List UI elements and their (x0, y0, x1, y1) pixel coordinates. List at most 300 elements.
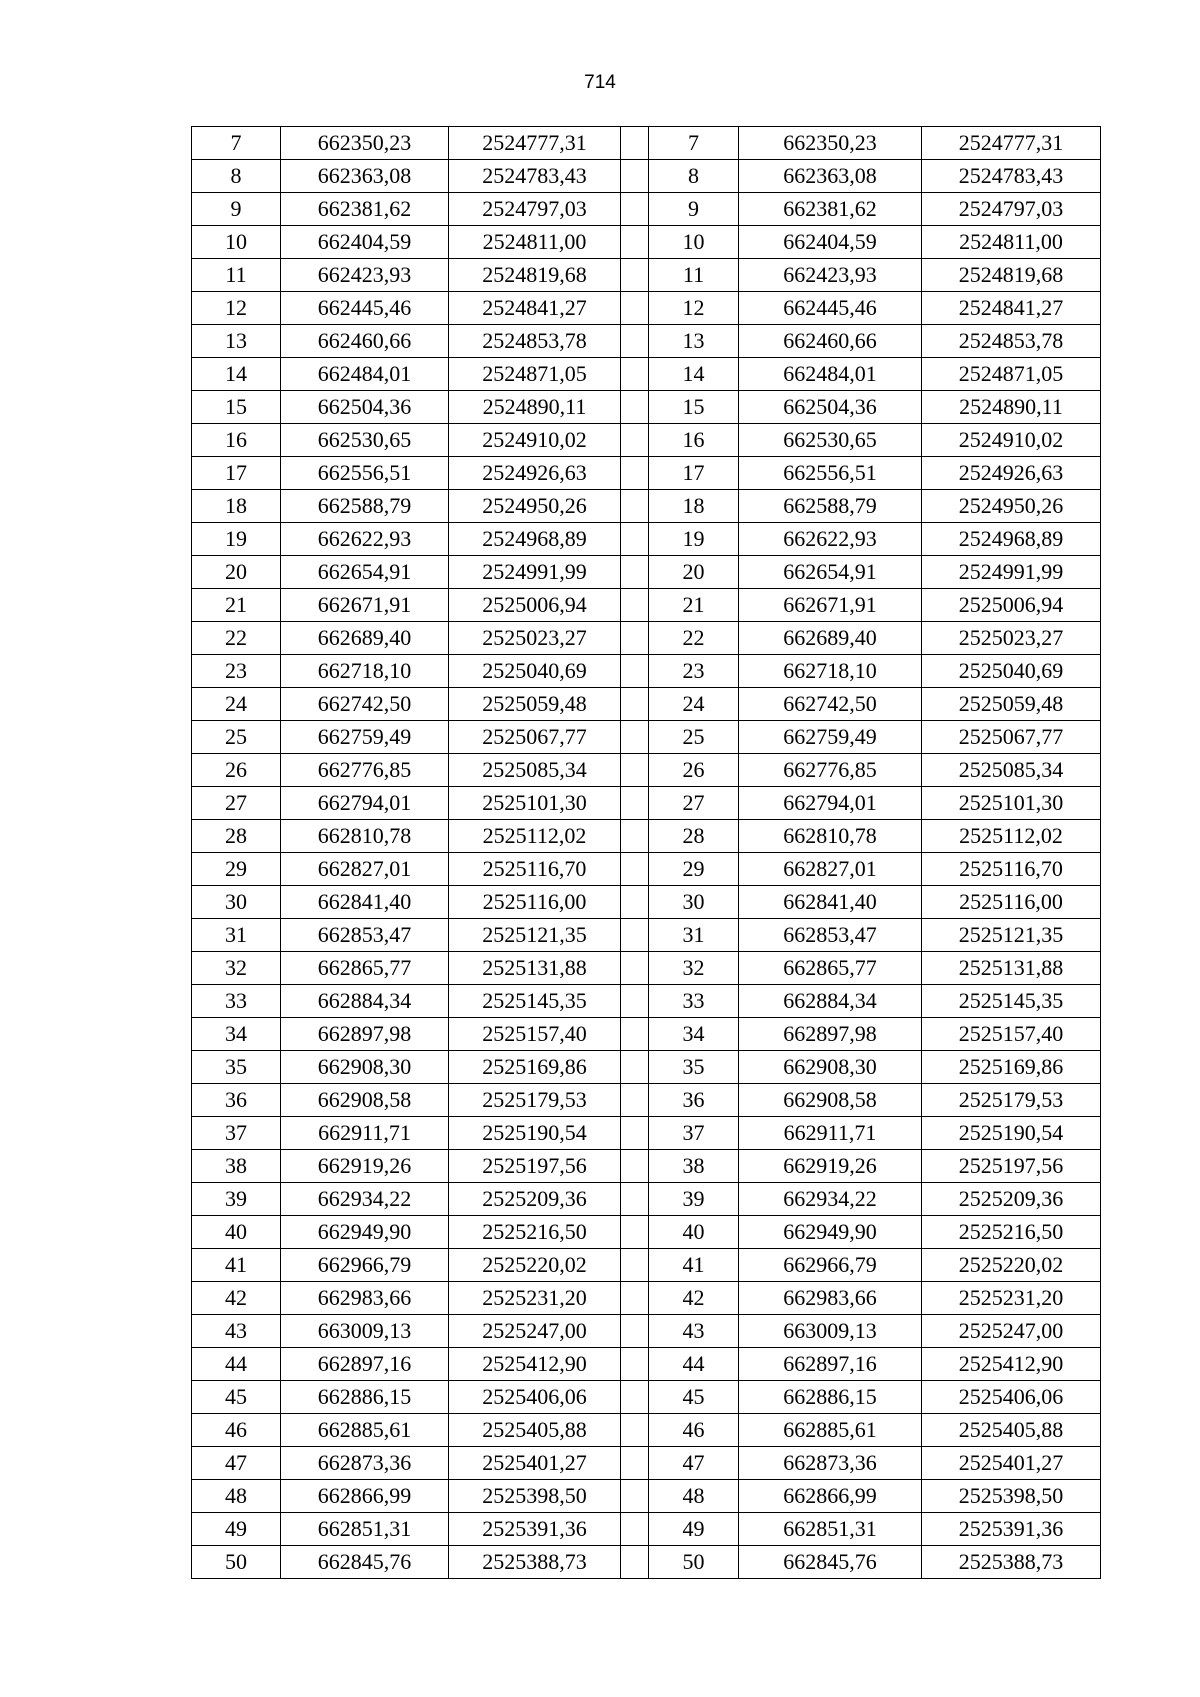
separator-cell (621, 127, 649, 160)
table-row (192, 1018, 1101, 1051)
point-number-cell: 15 (192, 391, 281, 424)
point-number-cell-2: 48 (649, 1480, 739, 1513)
table-row (192, 1150, 1101, 1183)
y-coordinate-cell: 2525398,50 (449, 1480, 621, 1513)
x-coordinate-cell-2: 662350,23 (739, 127, 922, 160)
table-row (192, 325, 1101, 358)
y-coordinate-cell-2: 2525220,02 (922, 1249, 1101, 1282)
y-coordinate-cell: 2525067,77 (449, 721, 621, 754)
point-number-cell-2: 41 (649, 1249, 739, 1282)
table-row (192, 1117, 1101, 1150)
y-coordinate-cell-2: 2525157,40 (922, 1018, 1101, 1051)
table-row (192, 1084, 1101, 1117)
y-coordinate-cell-2: 2525406,06 (922, 1381, 1101, 1414)
x-coordinate-cell: 662886,15 (281, 1381, 449, 1414)
point-number-cell: 48 (192, 1480, 281, 1513)
y-coordinate-cell-2: 2525121,35 (922, 919, 1101, 952)
table-row (192, 754, 1101, 787)
y-coordinate-cell-2: 2525398,50 (922, 1480, 1101, 1513)
y-coordinate-cell-2: 2524797,03 (922, 193, 1101, 226)
table-row (192, 919, 1101, 952)
point-number-cell-2: 13 (649, 325, 739, 358)
table-row (192, 457, 1101, 490)
point-number-cell: 34 (192, 1018, 281, 1051)
point-number-cell-2: 36 (649, 1084, 739, 1117)
table-row (192, 1051, 1101, 1084)
separator-cell (621, 1051, 649, 1084)
point-number-cell: 35 (192, 1051, 281, 1084)
x-coordinate-cell-2: 662949,90 (739, 1216, 922, 1249)
separator-cell (621, 1315, 649, 1348)
x-coordinate-cell-2: 662404,59 (739, 226, 922, 259)
x-coordinate-cell: 662484,01 (281, 358, 449, 391)
point-number-cell: 30 (192, 886, 281, 919)
separator-cell (621, 787, 649, 820)
x-coordinate-cell: 662884,34 (281, 985, 449, 1018)
x-coordinate-cell-2: 662966,79 (739, 1249, 922, 1282)
point-number-cell-2: 9 (649, 193, 739, 226)
point-number-cell: 19 (192, 523, 281, 556)
y-coordinate-cell: 2525169,86 (449, 1051, 621, 1084)
separator-cell (621, 457, 649, 490)
x-coordinate-cell: 662908,58 (281, 1084, 449, 1117)
table-row (192, 1216, 1101, 1249)
x-coordinate-cell-2: 662827,01 (739, 853, 922, 886)
separator-cell (621, 1117, 649, 1150)
y-coordinate-cell-2: 2525116,70 (922, 853, 1101, 886)
point-number-cell-2: 22 (649, 622, 739, 655)
point-number-cell: 14 (192, 358, 281, 391)
x-coordinate-cell-2: 662742,50 (739, 688, 922, 721)
x-coordinate-cell: 662530,65 (281, 424, 449, 457)
separator-cell (621, 490, 649, 523)
separator-cell (621, 1216, 649, 1249)
x-coordinate-cell: 662404,59 (281, 226, 449, 259)
x-coordinate-cell: 662671,91 (281, 589, 449, 622)
separator-cell (621, 1018, 649, 1051)
point-number-cell-2: 7 (649, 127, 739, 160)
point-number-cell: 43 (192, 1315, 281, 1348)
point-number-cell: 50 (192, 1546, 281, 1579)
y-coordinate-cell-2: 2525101,30 (922, 787, 1101, 820)
table-row (192, 424, 1101, 457)
y-coordinate-cell-2: 2524819,68 (922, 259, 1101, 292)
x-coordinate-cell-2: 662851,31 (739, 1513, 922, 1546)
y-coordinate-cell: 2524890,11 (449, 391, 621, 424)
point-number-cell: 24 (192, 688, 281, 721)
point-number-cell: 45 (192, 1381, 281, 1414)
x-coordinate-cell: 662504,36 (281, 391, 449, 424)
x-coordinate-cell-2: 662504,36 (739, 391, 922, 424)
x-coordinate-cell-2: 662445,46 (739, 292, 922, 325)
y-coordinate-cell: 2525391,36 (449, 1513, 621, 1546)
separator-cell (621, 1447, 649, 1480)
y-coordinate-cell: 2525401,27 (449, 1447, 621, 1480)
y-coordinate-cell: 2524819,68 (449, 259, 621, 292)
separator-cell (621, 589, 649, 622)
point-number-cell-2: 40 (649, 1216, 739, 1249)
x-coordinate-cell: 662966,79 (281, 1249, 449, 1282)
point-number-cell-2: 30 (649, 886, 739, 919)
y-coordinate-cell-2: 2524926,63 (922, 457, 1101, 490)
y-coordinate-cell-2: 2524853,78 (922, 325, 1101, 358)
x-coordinate-cell: 662885,61 (281, 1414, 449, 1447)
x-coordinate-cell: 662445,46 (281, 292, 449, 325)
point-number-cell: 20 (192, 556, 281, 589)
x-coordinate-cell-2: 662588,79 (739, 490, 922, 523)
x-coordinate-cell: 662827,01 (281, 853, 449, 886)
table-row (192, 1249, 1101, 1282)
point-number-cell: 32 (192, 952, 281, 985)
separator-cell (621, 1348, 649, 1381)
point-number-cell-2: 29 (649, 853, 739, 886)
table-row (192, 1546, 1101, 1579)
coordinates-table-body (192, 127, 1101, 1579)
x-coordinate-cell-2: 662886,15 (739, 1381, 922, 1414)
table-row (192, 1414, 1101, 1447)
y-coordinate-cell: 2525247,00 (449, 1315, 621, 1348)
x-coordinate-cell-2: 662885,61 (739, 1414, 922, 1447)
y-coordinate-cell-2: 2525116,00 (922, 886, 1101, 919)
point-number-cell: 42 (192, 1282, 281, 1315)
x-coordinate-cell-2: 662671,91 (739, 589, 922, 622)
point-number-cell-2: 44 (649, 1348, 739, 1381)
point-number-cell-2: 17 (649, 457, 739, 490)
x-coordinate-cell-2: 662934,22 (739, 1183, 922, 1216)
y-coordinate-cell: 2524841,27 (449, 292, 621, 325)
y-coordinate-cell: 2525179,53 (449, 1084, 621, 1117)
separator-cell (621, 259, 649, 292)
point-number-cell: 21 (192, 589, 281, 622)
point-number-cell-2: 15 (649, 391, 739, 424)
point-number-cell-2: 21 (649, 589, 739, 622)
point-number-cell-2: 19 (649, 523, 739, 556)
x-coordinate-cell-2: 662897,16 (739, 1348, 922, 1381)
separator-cell (621, 325, 649, 358)
table-row (192, 1381, 1101, 1414)
separator-cell (621, 226, 649, 259)
point-number-cell-2: 39 (649, 1183, 739, 1216)
x-coordinate-cell-2: 662845,76 (739, 1546, 922, 1579)
x-coordinate-cell-2: 662865,77 (739, 952, 922, 985)
y-coordinate-cell: 2525231,20 (449, 1282, 621, 1315)
x-coordinate-cell-2: 662622,93 (739, 523, 922, 556)
x-coordinate-cell-2: 662873,36 (739, 1447, 922, 1480)
y-coordinate-cell-2: 2525169,86 (922, 1051, 1101, 1084)
y-coordinate-cell-2: 2524991,99 (922, 556, 1101, 589)
y-coordinate-cell: 2525101,30 (449, 787, 621, 820)
point-number-cell-2: 31 (649, 919, 739, 952)
point-number-cell: 44 (192, 1348, 281, 1381)
x-coordinate-cell: 662718,10 (281, 655, 449, 688)
x-coordinate-cell-2: 662983,66 (739, 1282, 922, 1315)
point-number-cell-2: 37 (649, 1117, 739, 1150)
y-coordinate-cell: 2525131,88 (449, 952, 621, 985)
y-coordinate-cell: 2524910,02 (449, 424, 621, 457)
x-coordinate-cell-2: 662919,26 (739, 1150, 922, 1183)
table-row (192, 1348, 1101, 1381)
x-coordinate-cell: 662794,01 (281, 787, 449, 820)
y-coordinate-cell-2: 2524890,11 (922, 391, 1101, 424)
y-coordinate-cell-2: 2525405,88 (922, 1414, 1101, 1447)
x-coordinate-cell: 662865,77 (281, 952, 449, 985)
point-number-cell-2: 47 (649, 1447, 739, 1480)
separator-cell (621, 1183, 649, 1216)
table-row (192, 1183, 1101, 1216)
x-coordinate-cell: 662873,36 (281, 1447, 449, 1480)
point-number-cell-2: 32 (649, 952, 739, 985)
separator-cell (621, 1249, 649, 1282)
x-coordinate-cell: 662363,08 (281, 160, 449, 193)
point-number-cell: 26 (192, 754, 281, 787)
x-coordinate-cell: 662759,49 (281, 721, 449, 754)
y-coordinate-cell: 2525116,70 (449, 853, 621, 886)
x-coordinate-cell-2: 662897,98 (739, 1018, 922, 1051)
point-number-cell-2: 25 (649, 721, 739, 754)
page-number: 714 (584, 72, 616, 93)
x-coordinate-cell: 662588,79 (281, 490, 449, 523)
point-number-cell: 25 (192, 721, 281, 754)
x-coordinate-cell: 662841,40 (281, 886, 449, 919)
x-coordinate-cell-2: 662654,91 (739, 556, 922, 589)
table-row (192, 1480, 1101, 1513)
x-coordinate-cell: 662851,31 (281, 1513, 449, 1546)
separator-cell (621, 886, 649, 919)
point-number-cell-2: 28 (649, 820, 739, 853)
x-coordinate-cell-2: 662689,40 (739, 622, 922, 655)
point-number-cell: 38 (192, 1150, 281, 1183)
point-number-cell: 33 (192, 985, 281, 1018)
y-coordinate-cell-2: 2524950,26 (922, 490, 1101, 523)
x-coordinate-cell-2: 662866,99 (739, 1480, 922, 1513)
y-coordinate-cell-2: 2524777,31 (922, 127, 1101, 160)
point-number-cell: 18 (192, 490, 281, 523)
separator-cell (621, 754, 649, 787)
y-coordinate-cell-2: 2525023,27 (922, 622, 1101, 655)
y-coordinate-cell-2: 2524783,43 (922, 160, 1101, 193)
y-coordinate-cell-2: 2525216,50 (922, 1216, 1101, 1249)
point-number-cell-2: 23 (649, 655, 739, 688)
x-coordinate-cell: 662908,30 (281, 1051, 449, 1084)
y-coordinate-cell: 2525112,02 (449, 820, 621, 853)
x-coordinate-cell: 662460,66 (281, 325, 449, 358)
table-row (192, 127, 1101, 160)
table-row (192, 160, 1101, 193)
table-row (192, 556, 1101, 589)
y-coordinate-cell-2: 2524871,05 (922, 358, 1101, 391)
separator-cell (621, 688, 649, 721)
table-row (192, 358, 1101, 391)
separator-cell (621, 853, 649, 886)
point-number-cell-2: 12 (649, 292, 739, 325)
table-row (192, 523, 1101, 556)
x-coordinate-cell-2: 662460,66 (739, 325, 922, 358)
point-number-cell-2: 20 (649, 556, 739, 589)
separator-cell (621, 193, 649, 226)
point-number-cell-2: 46 (649, 1414, 739, 1447)
separator-cell (621, 721, 649, 754)
point-number-cell-2: 10 (649, 226, 739, 259)
point-number-cell: 13 (192, 325, 281, 358)
table-row (192, 853, 1101, 886)
table-row (192, 226, 1101, 259)
y-coordinate-cell: 2524797,03 (449, 193, 621, 226)
x-coordinate-cell: 662897,16 (281, 1348, 449, 1381)
x-coordinate-cell-2: 663009,13 (739, 1315, 922, 1348)
point-number-cell-2: 14 (649, 358, 739, 391)
x-coordinate-cell: 662381,62 (281, 193, 449, 226)
y-coordinate-cell: 2525059,48 (449, 688, 621, 721)
y-coordinate-cell: 2525216,50 (449, 1216, 621, 1249)
y-coordinate-cell: 2524991,99 (449, 556, 621, 589)
x-coordinate-cell: 662689,40 (281, 622, 449, 655)
y-coordinate-cell: 2525190,54 (449, 1117, 621, 1150)
separator-cell (621, 292, 649, 325)
table-row (192, 688, 1101, 721)
point-number-cell: 41 (192, 1249, 281, 1282)
y-coordinate-cell-2: 2525231,20 (922, 1282, 1101, 1315)
point-number-cell: 12 (192, 292, 281, 325)
y-coordinate-cell: 2524871,05 (449, 358, 621, 391)
point-number-cell: 40 (192, 1216, 281, 1249)
y-coordinate-cell-2: 2525145,35 (922, 985, 1101, 1018)
x-coordinate-cell: 663009,13 (281, 1315, 449, 1348)
x-coordinate-cell-2: 662884,34 (739, 985, 922, 1018)
y-coordinate-cell-2: 2525197,56 (922, 1150, 1101, 1183)
y-coordinate-cell: 2525388,73 (449, 1546, 621, 1579)
x-coordinate-cell-2: 662556,51 (739, 457, 922, 490)
point-number-cell: 27 (192, 787, 281, 820)
separator-cell (621, 523, 649, 556)
x-coordinate-cell-2: 662853,47 (739, 919, 922, 952)
y-coordinate-cell: 2525085,34 (449, 754, 621, 787)
y-coordinate-cell-2: 2525247,00 (922, 1315, 1101, 1348)
y-coordinate-cell-2: 2524841,27 (922, 292, 1101, 325)
point-number-cell-2: 26 (649, 754, 739, 787)
x-coordinate-cell-2: 662841,40 (739, 886, 922, 919)
x-coordinate-cell: 662742,50 (281, 688, 449, 721)
y-coordinate-cell-2: 2525059,48 (922, 688, 1101, 721)
point-number-cell-2: 49 (649, 1513, 739, 1546)
y-coordinate-cell-2: 2525040,69 (922, 655, 1101, 688)
table-row (192, 952, 1101, 985)
separator-cell (621, 358, 649, 391)
x-coordinate-cell-2: 662530,65 (739, 424, 922, 457)
x-coordinate-cell: 662622,93 (281, 523, 449, 556)
point-number-cell-2: 18 (649, 490, 739, 523)
point-number-cell-2: 33 (649, 985, 739, 1018)
separator-cell (621, 1150, 649, 1183)
y-coordinate-cell: 2525220,02 (449, 1249, 621, 1282)
x-coordinate-cell: 662776,85 (281, 754, 449, 787)
table-row (192, 655, 1101, 688)
separator-cell (621, 1381, 649, 1414)
y-coordinate-cell: 2525121,35 (449, 919, 621, 952)
point-number-cell: 10 (192, 226, 281, 259)
table-row (192, 820, 1101, 853)
point-number-cell: 29 (192, 853, 281, 886)
x-coordinate-cell-2: 662908,58 (739, 1084, 922, 1117)
point-number-cell: 46 (192, 1414, 281, 1447)
y-coordinate-cell: 2525209,36 (449, 1183, 621, 1216)
point-number-cell: 36 (192, 1084, 281, 1117)
y-coordinate-cell-2: 2525412,90 (922, 1348, 1101, 1381)
point-number-cell-2: 27 (649, 787, 739, 820)
x-coordinate-cell: 662897,98 (281, 1018, 449, 1051)
x-coordinate-cell-2: 662908,30 (739, 1051, 922, 1084)
y-coordinate-cell-2: 2525391,36 (922, 1513, 1101, 1546)
separator-cell (621, 1084, 649, 1117)
point-number-cell-2: 35 (649, 1051, 739, 1084)
point-number-cell-2: 50 (649, 1546, 739, 1579)
y-coordinate-cell-2: 2525401,27 (922, 1447, 1101, 1480)
x-coordinate-cell-2: 662911,71 (739, 1117, 922, 1150)
x-coordinate-cell-2: 662810,78 (739, 820, 922, 853)
point-number-cell-2: 45 (649, 1381, 739, 1414)
point-number-cell-2: 8 (649, 160, 739, 193)
y-coordinate-cell: 2524926,63 (449, 457, 621, 490)
separator-cell (621, 1480, 649, 1513)
x-coordinate-cell: 662866,99 (281, 1480, 449, 1513)
x-coordinate-cell-2: 662794,01 (739, 787, 922, 820)
y-coordinate-cell-2: 2525190,54 (922, 1117, 1101, 1150)
y-coordinate-cell: 2525023,27 (449, 622, 621, 655)
y-coordinate-cell-2: 2524910,02 (922, 424, 1101, 457)
table-row (192, 589, 1101, 622)
x-coordinate-cell-2: 662484,01 (739, 358, 922, 391)
separator-cell (621, 985, 649, 1018)
y-coordinate-cell-2: 2524811,00 (922, 226, 1101, 259)
y-coordinate-cell-2: 2525209,36 (922, 1183, 1101, 1216)
table-row (192, 490, 1101, 523)
x-coordinate-cell: 662934,22 (281, 1183, 449, 1216)
point-number-cell-2: 42 (649, 1282, 739, 1315)
table-row (192, 985, 1101, 1018)
point-number-cell-2: 11 (649, 259, 739, 292)
x-coordinate-cell: 662845,76 (281, 1546, 449, 1579)
x-coordinate-cell: 662949,90 (281, 1216, 449, 1249)
point-number-cell: 49 (192, 1513, 281, 1546)
y-coordinate-cell-2: 2524968,89 (922, 523, 1101, 556)
x-coordinate-cell-2: 662381,62 (739, 193, 922, 226)
y-coordinate-cell: 2525406,06 (449, 1381, 621, 1414)
point-number-cell: 9 (192, 193, 281, 226)
x-coordinate-cell: 662654,91 (281, 556, 449, 589)
x-coordinate-cell-2: 662363,08 (739, 160, 922, 193)
table-row (192, 1282, 1101, 1315)
separator-cell (621, 556, 649, 589)
separator-cell (621, 1546, 649, 1579)
separator-cell (621, 622, 649, 655)
separator-cell (621, 1414, 649, 1447)
y-coordinate-cell: 2524853,78 (449, 325, 621, 358)
y-coordinate-cell: 2525197,56 (449, 1150, 621, 1183)
point-number-cell: 39 (192, 1183, 281, 1216)
point-number-cell-2: 24 (649, 688, 739, 721)
table-row (192, 721, 1101, 754)
table-row (192, 391, 1101, 424)
x-coordinate-cell: 662810,78 (281, 820, 449, 853)
table-row (192, 1315, 1101, 1348)
y-coordinate-cell-2: 2525067,77 (922, 721, 1101, 754)
separator-cell (621, 655, 649, 688)
y-coordinate-cell: 2524777,31 (449, 127, 621, 160)
y-coordinate-cell: 2525412,90 (449, 1348, 621, 1381)
point-number-cell: 22 (192, 622, 281, 655)
y-coordinate-cell-2: 2525006,94 (922, 589, 1101, 622)
y-coordinate-cell: 2525006,94 (449, 589, 621, 622)
x-coordinate-cell: 662919,26 (281, 1150, 449, 1183)
